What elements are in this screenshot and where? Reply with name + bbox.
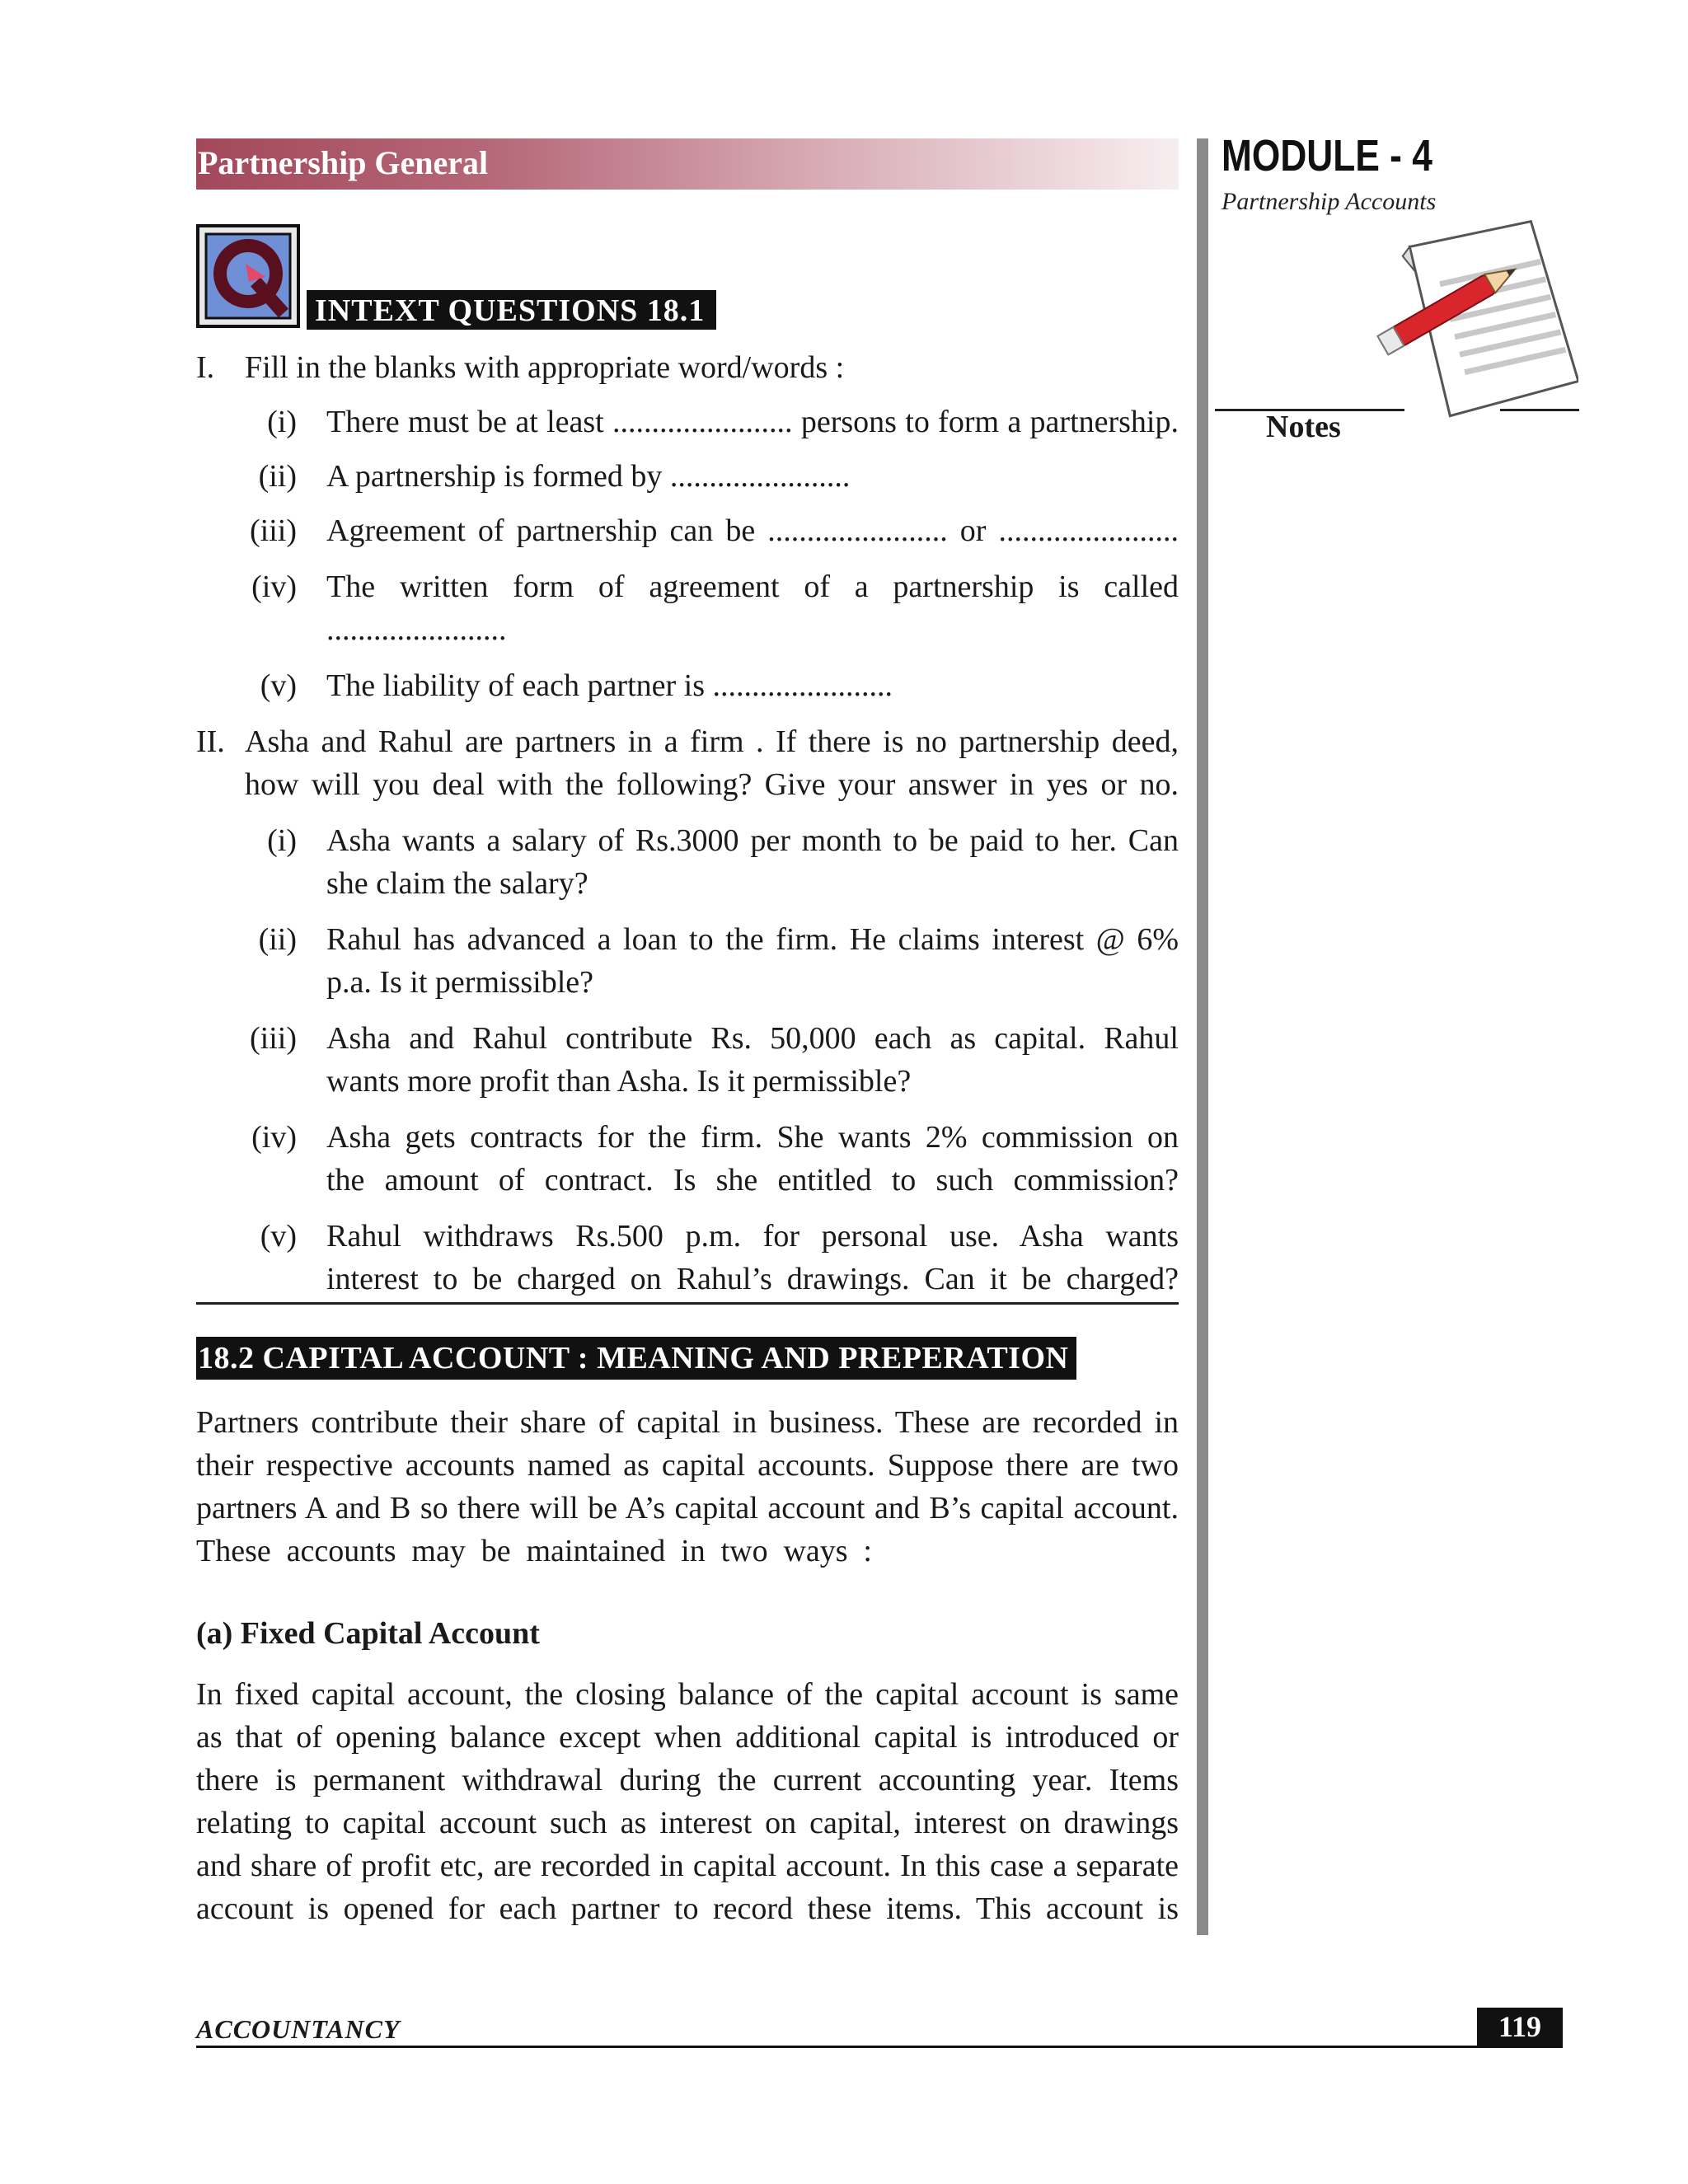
- module-title: MODULE - 4: [1221, 131, 1432, 180]
- section-heading: 18.2 CAPITAL ACCOUNT : MEANING AND PREPERATION: [196, 1337, 1076, 1380]
- page-number: 119: [1477, 2008, 1563, 2046]
- margin-divider: [1197, 138, 1208, 1935]
- part1-item-text: Agreement of partnership can be ....................... or .......................: [326, 513, 1179, 548]
- part2-prompt: how will you deal with the following? Give your answer in yes or no.: [245, 767, 1179, 802]
- part2-item-number: (iii): [250, 1021, 297, 1056]
- part2-item-text: interest to be charged on Rahul’s drawings. Can it be charged?: [326, 1262, 1179, 1296]
- intext-questions-heading: INTEXT QUESTIONS 18.1: [307, 290, 716, 330]
- body-line: partners A and B so there will be A’s capital account and B’s capital account.: [196, 1491, 1179, 1526]
- part1-item-text: The liability of each partner is .......................: [326, 668, 893, 703]
- body-line: their respective accounts named as capital accounts. Suppose there are two: [196, 1448, 1179, 1483]
- part1-numeral: I.: [196, 350, 215, 385]
- notes-label: Notes: [1266, 410, 1341, 444]
- part2-item-number: (i): [267, 823, 297, 858]
- part1-item-number: (v): [260, 668, 297, 703]
- part2-item-text: the amount of contract. Is she entitled to such commission?: [326, 1163, 1179, 1197]
- part1-prompt: Fill in the blanks with appropriate word/words :: [245, 350, 845, 385]
- question-q-icon: [196, 224, 300, 328]
- part2-numeral: II.: [196, 724, 225, 759]
- body-line: relating to capital account such as interest on capital, interest on drawings: [196, 1806, 1179, 1840]
- body-line: account is opened for each partner to record these items. This account is: [196, 1891, 1179, 1926]
- footer-rule: [196, 2046, 1563, 2048]
- part1-item-text: .......................: [326, 612, 507, 647]
- part1-item-text: There must be at least ....................... persons to form a partnership.: [326, 405, 1179, 439]
- notes-rule-right: [1500, 409, 1579, 411]
- part2-item-number: (iv): [251, 1120, 297, 1155]
- part2-item-text: Rahul withdraws Rs.500 p.m. for personal use. Asha wants: [326, 1219, 1179, 1254]
- part2-item-text: Asha wants a salary of Rs.3000 per month to be paid to her. Can: [326, 823, 1179, 858]
- part2-item-number: (v): [260, 1219, 297, 1254]
- section-divider: [196, 1302, 1179, 1305]
- part1-item-text: A partnership is formed by .......................: [326, 459, 851, 494]
- part2-item-text: Asha and Rahul contribute Rs. 50,000 each as capital. Rahul: [326, 1021, 1179, 1056]
- body-line: and share of profit etc, are recorded in capital account. In this case a separate: [196, 1849, 1179, 1883]
- part2-item-number: (ii): [258, 922, 297, 957]
- part2-item-text: wants more profit than Asha. Is it permissible?: [326, 1064, 912, 1099]
- body-line: In fixed capital account, the closing balance of the capital account is same: [196, 1677, 1179, 1712]
- part1-item-number: (iii): [250, 513, 297, 548]
- module-subtitle: Partnership Accounts: [1221, 188, 1437, 215]
- section-header-title: Partnership General: [198, 144, 489, 181]
- body-line: there is permanent withdrawal during the current accounting year. Items: [196, 1763, 1179, 1797]
- part1-item-number: (ii): [258, 459, 297, 494]
- part2-item-text: she claim the salary?: [326, 866, 588, 901]
- part1-item-number: (i): [267, 405, 297, 439]
- footer-title: ACCOUNTANCY: [196, 2014, 401, 2044]
- body-line: These accounts may be maintained in two ways :: [196, 1534, 872, 1568]
- body-line: as that of opening balance except when additional capital is introduced or: [196, 1720, 1179, 1755]
- body-line: Partners contribute their share of capital in business. These are recorded in: [196, 1405, 1179, 1440]
- part2-item-text: p.a. Is it permissible?: [326, 965, 593, 1000]
- section-header-band: [196, 138, 1179, 190]
- part1-item-text: The written form of agreement of a partnership is called: [326, 569, 1179, 604]
- part1-item-number: (iv): [251, 569, 297, 604]
- part2-item-text: Asha gets contracts for the firm. She wants 2% commission on: [326, 1120, 1179, 1155]
- part2-prompt: Asha and Rahul are partners in a firm . If there is no partnership deed,: [245, 724, 1179, 759]
- subsection-heading: (a) Fixed Capital Account: [196, 1616, 540, 1651]
- part2-item-text: Rahul has advanced a loan to the firm. He claims interest @ 6%: [326, 922, 1179, 957]
